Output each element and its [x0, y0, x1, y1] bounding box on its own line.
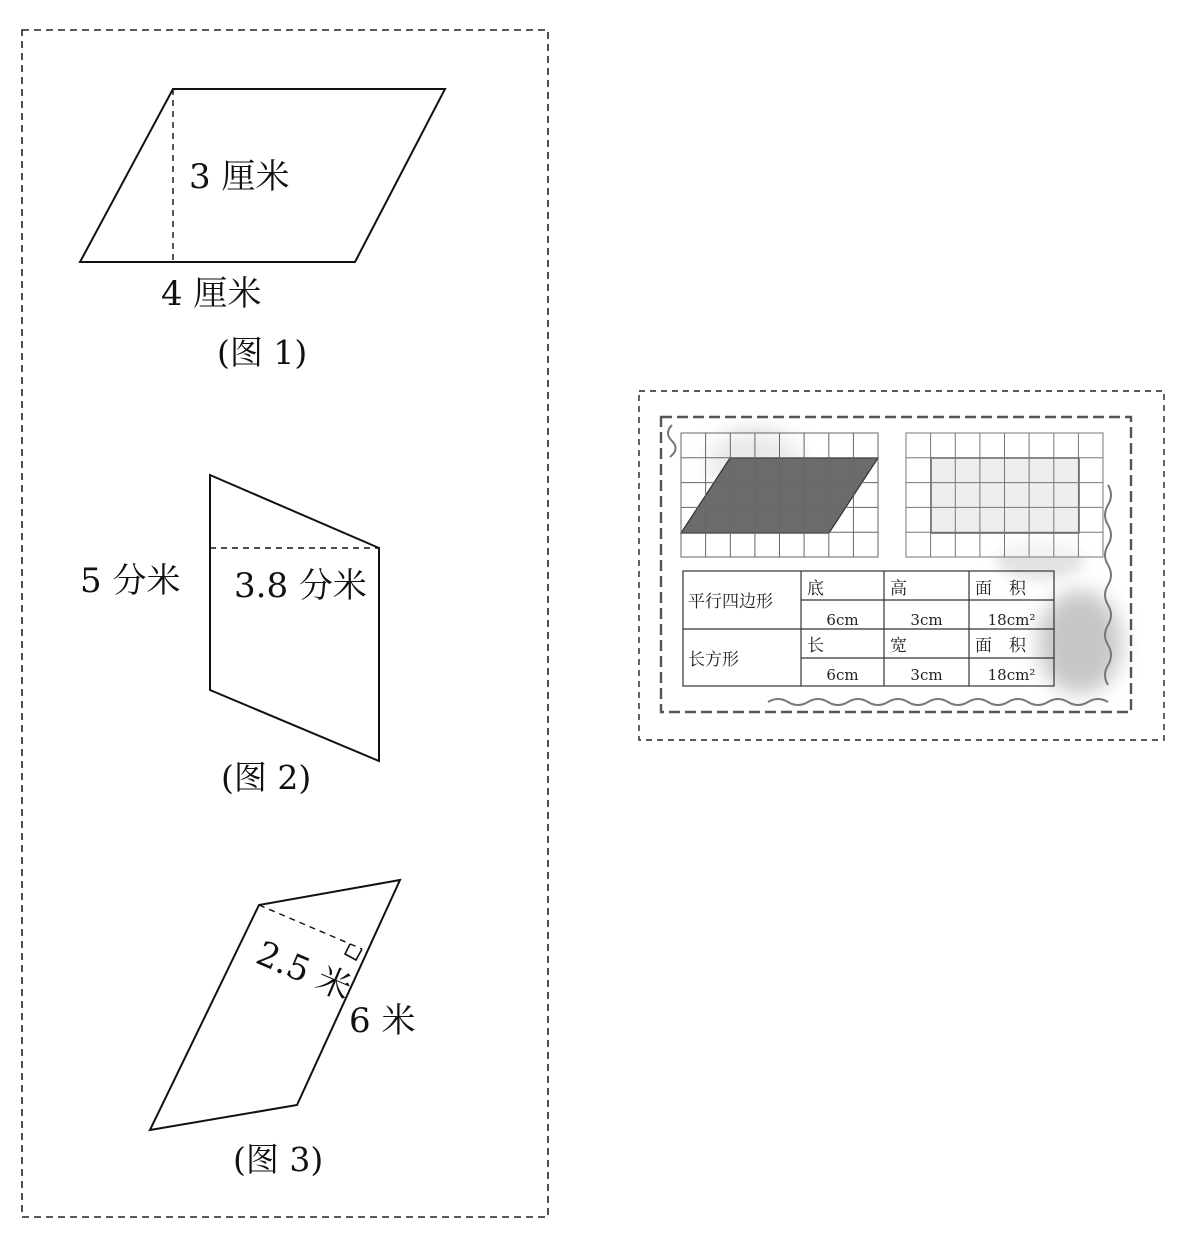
grid-parallelogram	[681, 433, 878, 557]
parallelogram-value-height: 3cm	[910, 611, 943, 629]
rectangle-header-area: 面 积	[975, 636, 1026, 656]
row-parallelogram-name: 平行四边形	[688, 592, 773, 612]
rectangle-value-area: 18cm²	[987, 666, 1036, 684]
grid-rectangle	[906, 433, 1103, 557]
figure-3-caption: (图 3)	[233, 1140, 324, 1179]
parallelogram-value-base: 6cm	[826, 611, 859, 629]
figure-1-height-label: 3 厘米	[189, 157, 290, 197]
figure-2-caption: (图 2)	[221, 758, 312, 797]
parallelogram-header-height: 高	[890, 579, 907, 599]
figure-2-height-label: 3.8 分米	[234, 566, 367, 606]
curl-top-left	[668, 425, 676, 457]
rectangle-header-width: 宽	[890, 636, 907, 656]
figure-1-base-label: 4 厘米	[161, 274, 262, 314]
rectangle-value-length: 6cm	[826, 666, 859, 684]
figure-2-side-label: 5 分米	[80, 561, 181, 601]
card	[661, 417, 1131, 712]
figure-1-caption: (图 1)	[217, 333, 308, 372]
figure-3	[150, 880, 415, 1179]
parallelogram-header-base: 底	[807, 579, 824, 599]
parallelogram-value-area: 18cm²	[987, 611, 1036, 629]
rectangle-value-width: 3cm	[910, 666, 943, 684]
figure-3-height-label: 2.5 米	[250, 933, 358, 1009]
left-panel-border	[22, 30, 548, 1217]
figure-1	[80, 89, 445, 372]
parallelogram-2	[210, 475, 379, 761]
comparison-table	[683, 571, 1054, 686]
figure-3-side-label: 6 米	[349, 1001, 416, 1041]
rectangle-header-length: 长	[807, 636, 824, 656]
right-angle-mark	[345, 944, 362, 960]
figure-2	[80, 475, 379, 797]
parallelogram-header-area: 面 积	[975, 579, 1026, 599]
wave-bottom	[768, 699, 1108, 705]
row-rectangle-name: 长方形	[688, 650, 739, 670]
